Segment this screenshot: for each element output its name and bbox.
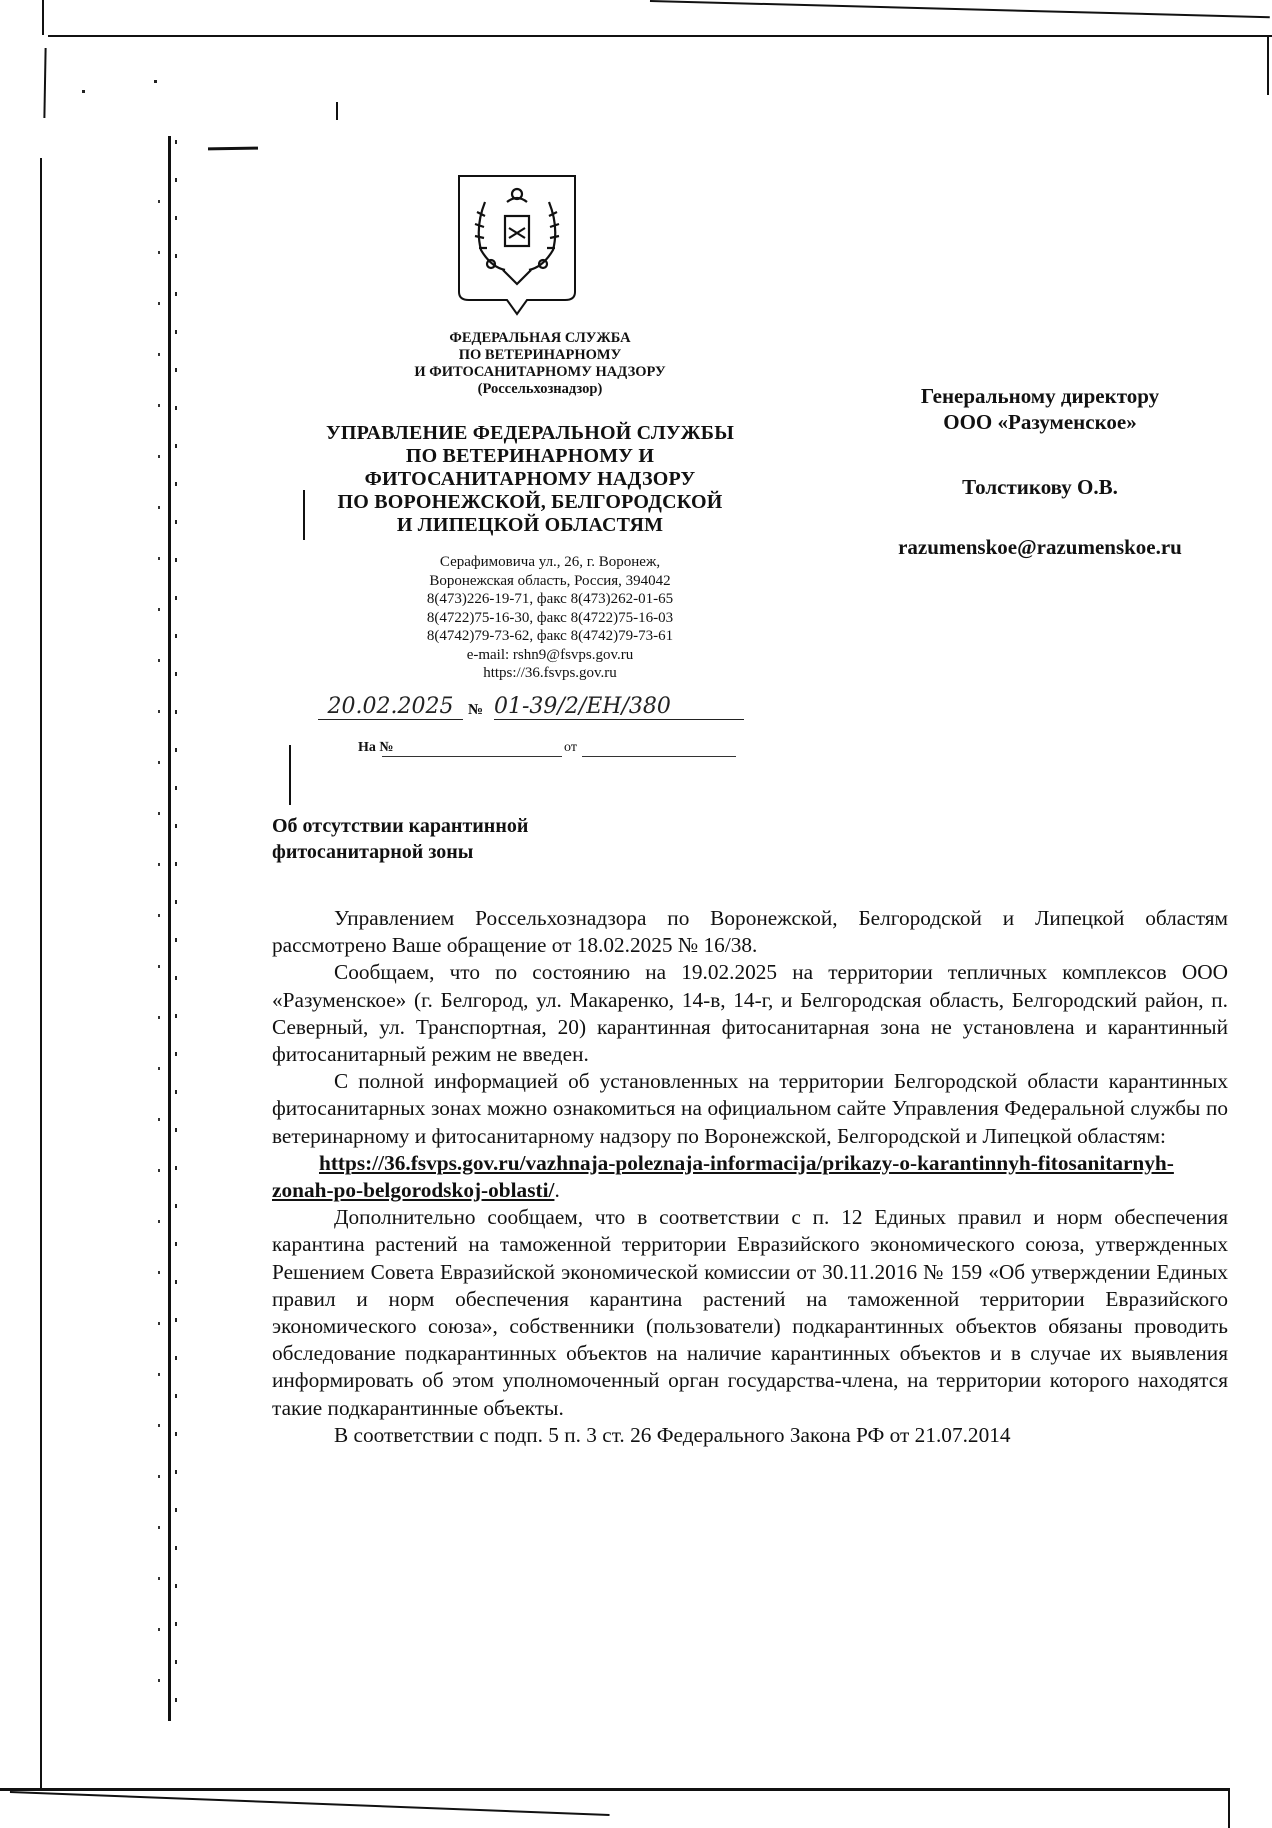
- letter-subject: [272, 813, 652, 865]
- margin-mark: [289, 745, 291, 805]
- reply-to-label: На №: [358, 740, 394, 755]
- scan-border-left-2: [43, 48, 46, 118]
- addressee-block: [860, 383, 1220, 435]
- scan-border-left-3: [40, 158, 42, 1788]
- department-line: ПО ВЕТЕРИНАРНОМУ И: [405, 445, 655, 467]
- addressee-name: Толстикову О.В.: [962, 475, 1118, 499]
- address-line: Воронежская область, Россия, 394042: [429, 572, 671, 589]
- department-line: ПО ВОРОНЕЖСКОЙ, БЕЛГОРОДСКОЙ: [337, 491, 723, 513]
- department-name: [290, 422, 770, 537]
- service-line: (Россельхознадзор): [477, 381, 603, 397]
- address-line: Серафимовича ул., 26, г. Воронеж,: [439, 554, 661, 570]
- margin-mark-top: [336, 102, 338, 120]
- body-paragraph: Сообщаем, что по состоянию на 19.02.2025 на территории тепличных комплексов ООО «Разуменское» (г. Белгород, ул. Макаренко, 14-в, 14-г, и Белгородская область, Белгородский район, п. Северный, ул. Транспортная, 20) карантинная фитосанитарная зона не установлена и карантинный фитосанитарный режим не введен.: [272, 960, 1228, 1067]
- registration-number: 01-39/2/ЕН/380: [494, 694, 744, 720]
- service-line: ФЕДЕРАЛЬНАЯ СЛУЖБА: [449, 330, 631, 346]
- subject-line: фитосанитарной зоны: [272, 841, 474, 863]
- margin-ticks: [175, 140, 177, 1710]
- body-paragraph: Дополнительно сообщаем, что в соответствии с п. 12 Единых правил и норм обеспечения карантина растений на таможенной территории Евразийского экономического союза, утвержденных Решением Совета Евразийской экономической комиссии от 30.11.2016 № 159 «Об утверждении Единых правил и норм обеспечения карантина растений на таможенной территории Евразийского экономического союза», собственники (пользователи) подкарантинных объектов обязаны проводить обследование подкарантинных объектов на наличие карантинных объектов и в случае их выявления информировать об этом уполномоченный орган государства-члена, на территории которого находятся такие подкарантинные объекты.: [272, 1205, 1228, 1420]
- body-paragraph: Управлением Россельхознадзора по Воронежской, Белгородской и Липецкой областям рассмотрено Ваше обращение от 18.02.2025 № 16/38.: [272, 906, 1228, 958]
- service-line: ПО ВЕТЕРИНАРНОМУ: [458, 347, 622, 363]
- letter-body: [272, 905, 1228, 1449]
- body-paragraph: В соответствии с подп. 5 п. 3 ст. 26 Федерального Закона РФ от 21.07.2014: [334, 1422, 1011, 1447]
- margin-ticks: [158, 200, 160, 1700]
- scan-border-bottom: [0, 1788, 1230, 1791]
- scan-border-bottom-skew: [10, 1791, 610, 1816]
- margin-dot: [154, 80, 157, 83]
- margin-dash: [208, 147, 258, 151]
- service-line: И ФИТОСАНИТАРНОМУ НАДЗОРУ: [414, 364, 666, 380]
- registration-number-label: №: [468, 702, 484, 718]
- website-line: https://36.fsvps.gov.ru: [483, 665, 617, 681]
- scan-border-top-skew: [650, 0, 1270, 18]
- quarantine-zones-link[interactable]: https://36.fsvps.gov.ru/vazhnaja-poleznaja-informacija/prikazy-o-karantinnyh-fitosanitarnyh-zonah-po-belgorodskoj-oblasti/: [272, 1150, 1174, 1203]
- scan-border-right: [1267, 35, 1269, 95]
- department-line: ФИТОСАНИТАРНОМУ НАДЗОРУ: [364, 468, 696, 490]
- body-paragraph: С полной информацией об установленных на территории Белгородской области карантинных фитосанитарных зонах можно ознакомиться на официальном сайте Управления Федеральной службы по ветеринарному и фитосанитарному надзору по Воронежской, Белгородской и Липецкой областям:: [272, 1069, 1228, 1148]
- margin-dot: [82, 90, 85, 93]
- scan-border-left: [42, 0, 44, 35]
- addressee-email[interactable]: razumenskoe@razumenskoe.ru: [898, 535, 1182, 559]
- scan-border-top: [48, 35, 1272, 37]
- email-line: e-mail: rshn9@fsvps.gov.ru: [466, 646, 634, 663]
- addressee-position: Генеральному директору: [920, 384, 1160, 408]
- phone-line: 8(4742)79-73-62, факс 8(4742)79-73-61: [426, 628, 674, 644]
- phone-line: 8(4722)75-16-30, факс 8(4722)75-16-03: [426, 609, 674, 626]
- department-line: И ЛИПЕЦКОЙ ОБЛАСТЯМ: [396, 514, 664, 536]
- body-link-paragraph: [272, 1150, 1228, 1204]
- service-name: [330, 330, 750, 398]
- margin-ruler: [168, 136, 171, 1721]
- phone-line: 8(473)226-19-71, факс 8(473)262-01-65: [426, 591, 674, 607]
- reply-to-field: [382, 756, 562, 757]
- subject-line: Об отсутствии карантинной: [272, 815, 529, 837]
- registration-date: 20.02.2025: [318, 694, 463, 720]
- reply-from-field: [582, 756, 736, 757]
- contact-block: [340, 553, 760, 683]
- addressee-company: ООО «Разуменское»: [943, 410, 1137, 434]
- margin-mark: [303, 490, 305, 540]
- department-line: УПРАВЛЕНИЕ ФЕДЕРАЛЬНОЙ СЛУЖБЫ: [325, 422, 735, 444]
- coat-of-arms-icon: [455, 172, 579, 322]
- scan-border-bottom-right: [1228, 1788, 1230, 1828]
- link-suffix: .: [554, 1178, 560, 1203]
- reply-from-label: от: [564, 740, 577, 755]
